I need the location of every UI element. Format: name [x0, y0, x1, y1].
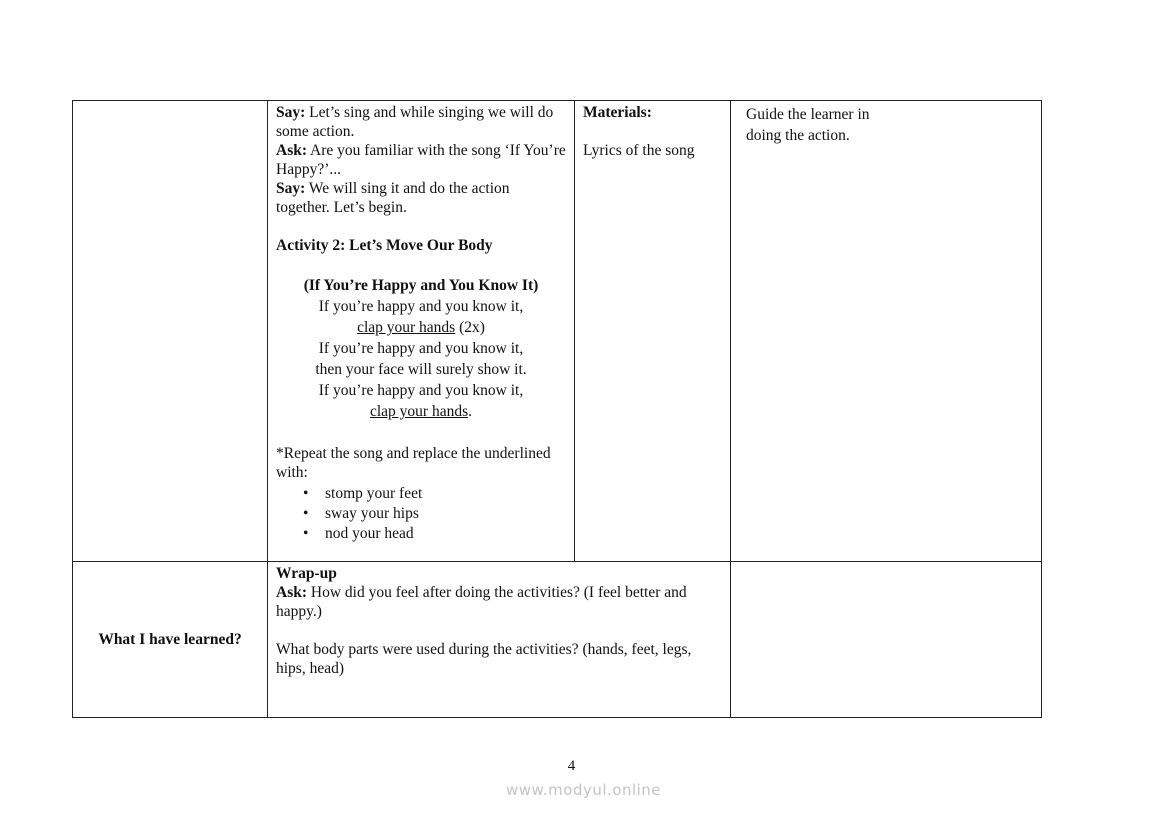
song-line: If you’re happy and you know it,	[318, 340, 524, 357]
watermark: www.modyul.online	[505, 781, 662, 799]
song-line: If you’re happy and you know it,	[318, 298, 524, 315]
table-row	[73, 101, 1042, 562]
materials-label: Materials:	[583, 104, 652, 121]
table-row	[73, 562, 1042, 718]
page-number: 4	[567, 758, 576, 774]
ask-label: Ask:	[276, 584, 308, 601]
list-item: • nod your head	[325, 524, 566, 544]
remarks-line: Guide the learner in	[746, 106, 870, 123]
say-instruction-2	[276, 179, 566, 217]
ask-instruction	[276, 583, 722, 621]
section-label: What I have learned?	[98, 630, 242, 648]
song-line	[276, 401, 566, 422]
underlined-action: clap your hands	[357, 319, 456, 336]
materials-cell	[575, 101, 731, 562]
song-lyrics	[276, 275, 566, 422]
lesson-table	[72, 100, 1042, 718]
list-item: • sway your hips	[325, 504, 566, 524]
song-line: then your face will surely show it.	[315, 361, 527, 378]
song-line-rest: (2x)	[455, 319, 485, 336]
say-text: We will sing it and do the action together. Let’s begin.	[276, 180, 510, 216]
ask-text: How did you feel after doing the activities? (I feel better and happy.)	[276, 584, 687, 620]
say-label: Say:	[276, 180, 306, 197]
say-label: Say:	[276, 104, 306, 121]
say-text: Let’s sing and while singing we will do some action.	[276, 104, 554, 140]
remarks-cell	[731, 101, 1042, 562]
wrapup-cell	[268, 562, 731, 718]
repeat-note: *Repeat the song and replace the underlined with:	[276, 445, 551, 481]
activity-title: Activity 2: Let’s Move Our Body	[276, 237, 493, 254]
ask-text: Are you familiar with the song ‘If You’re Happy?’...	[276, 142, 566, 178]
section-label-cell	[73, 562, 268, 718]
remarks-line: doing the action.	[746, 127, 850, 144]
materials-text: Lyrics of the song	[583, 142, 695, 159]
wrapup-title: Wrap-up	[276, 565, 337, 582]
song-line	[276, 317, 566, 338]
song-line-rest: .	[468, 403, 472, 420]
underlined-action: clap your hands	[369, 403, 469, 420]
ask-instruction	[276, 141, 566, 179]
ask-label: Ask:	[276, 142, 308, 159]
action-list	[276, 484, 566, 544]
song-line: If you’re happy and you know it,	[318, 382, 524, 399]
wrapup-question: What body parts were used during the activities? (hands, feet, legs, hips, head)	[276, 641, 692, 677]
say-instruction-1	[276, 103, 566, 141]
empty-remarks-cell	[731, 562, 1042, 718]
procedure-cell	[268, 101, 575, 562]
empty-section-cell	[73, 101, 268, 562]
list-item: • stomp your feet	[325, 484, 566, 504]
song-title: (If You’re Happy and You Know It)	[303, 277, 539, 294]
